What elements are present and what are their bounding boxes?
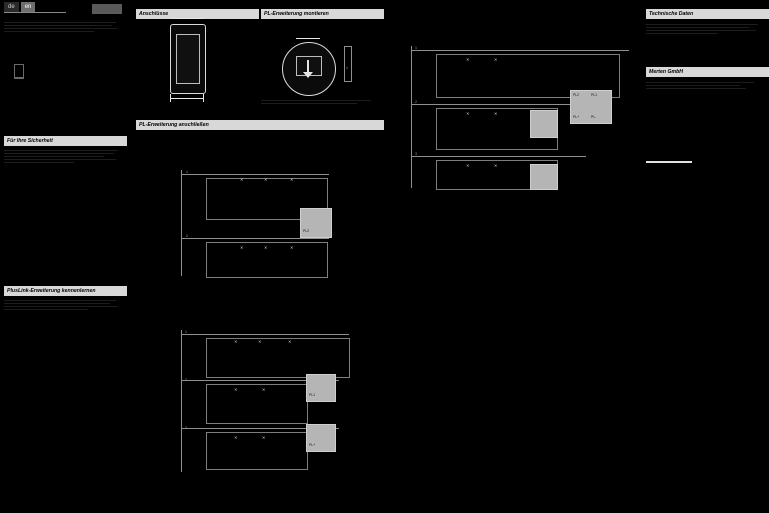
heading-merten-gmbh: Merten GmbH bbox=[646, 67, 769, 77]
tech-module-3 bbox=[530, 164, 558, 190]
connect-mark-3: ✕ bbox=[290, 177, 294, 182]
tech-bus-line-left bbox=[411, 46, 412, 188]
col1-leader-line bbox=[14, 78, 24, 79]
connect-label-a: 1 bbox=[186, 170, 188, 174]
learn-mark-2: ✕ bbox=[258, 339, 262, 344]
connect-mark-1: ✕ bbox=[240, 177, 244, 182]
tech-row3-line bbox=[411, 156, 586, 157]
device-dim-tick-left bbox=[170, 94, 171, 102]
learn-module-1-label: PL1 bbox=[309, 393, 316, 397]
learn-block-2 bbox=[206, 384, 308, 424]
learn-mark-1: ✕ bbox=[234, 339, 238, 344]
col4-technical-text bbox=[646, 24, 762, 36]
col4-address-text bbox=[646, 82, 762, 91]
tech-mark-6: ✕ bbox=[494, 163, 498, 168]
tech-mark-1: ✕ bbox=[466, 57, 470, 62]
learn-label-1: 1 bbox=[185, 330, 187, 334]
learn-mark-5: ✕ bbox=[262, 387, 266, 392]
col1-top-graybox bbox=[92, 4, 122, 14]
language-tab-de[interactable]: de bbox=[4, 2, 19, 12]
connect-bus-line-left bbox=[181, 170, 182, 276]
col1-safety-text bbox=[4, 150, 120, 165]
heading-technische-daten: Technische Daten bbox=[646, 9, 769, 19]
connect-row1-line bbox=[181, 174, 329, 175]
tech-module-label-pl1: PL1 bbox=[591, 93, 598, 97]
tech-module-main bbox=[570, 90, 612, 124]
col1-warning-icon bbox=[14, 64, 24, 78]
heading-fuer-ihre-sicherheit: Für Ihre Sicherheit bbox=[4, 136, 127, 146]
language-tabs[interactable] bbox=[4, 2, 35, 12]
learn-block-1 bbox=[206, 338, 350, 378]
connect-module-label: PL2 bbox=[303, 229, 310, 233]
learn-row1-line bbox=[181, 334, 349, 335]
tech-module-2 bbox=[530, 110, 558, 138]
tech-label-1: 1 bbox=[415, 46, 417, 50]
learn-mark-4: ✕ bbox=[234, 387, 238, 392]
device-dim-bottom bbox=[170, 98, 204, 99]
insert-arrow-head bbox=[303, 72, 313, 78]
learn-bus-line-left bbox=[181, 330, 182, 472]
heading-anschluesse: Anschlüsse bbox=[136, 9, 259, 19]
learn-module-2 bbox=[306, 424, 336, 452]
tech-module-label-plplus: PL+ bbox=[573, 115, 580, 119]
tech-module-label-plminus: PL- bbox=[591, 115, 597, 119]
tech-mark-3: ✕ bbox=[466, 111, 470, 116]
top-rule bbox=[4, 12, 66, 13]
learn-label-3: 3 bbox=[185, 426, 187, 430]
tech-row1-line bbox=[411, 50, 629, 51]
learn-block-3 bbox=[206, 432, 308, 470]
tech-label-3: 3 bbox=[415, 152, 417, 156]
heading-pluslink-erweiterung-kennenlernen: PlusLink-Erweiterung kennenlernen bbox=[4, 286, 127, 296]
tech-mark-4: ✕ bbox=[494, 111, 498, 116]
tech-module-label-pl2: PL2 bbox=[573, 93, 580, 97]
tech-mark-5: ✕ bbox=[466, 163, 470, 168]
col4-divider bbox=[646, 161, 692, 163]
insert-top-tab bbox=[296, 38, 320, 39]
connect-mark-4: ✕ bbox=[240, 245, 244, 250]
language-tab-en[interactable]: en bbox=[21, 2, 36, 12]
learn-mark-3: ✕ bbox=[288, 339, 292, 344]
tech-label-2: 2 bbox=[415, 100, 417, 104]
col1-learn-text bbox=[4, 300, 120, 312]
connect-mark-6: ✕ bbox=[290, 245, 294, 250]
connect-mark-2: ✕ bbox=[264, 177, 268, 182]
tech-row2-line bbox=[411, 104, 586, 105]
heading-pl-erweiterung-anschliessen: PL-Erweiterung anschließen bbox=[136, 120, 384, 130]
learn-mark-6: ✕ bbox=[234, 435, 238, 440]
learn-module-2-label: PL+ bbox=[309, 443, 316, 447]
device-dim-top bbox=[170, 18, 204, 19]
tech-mark-2: ✕ bbox=[494, 57, 498, 62]
device-front-inner bbox=[176, 34, 200, 84]
learn-module-1 bbox=[306, 374, 336, 402]
connect-row2-line bbox=[181, 238, 329, 239]
col1-intro-text bbox=[4, 22, 120, 34]
insert-callout-number: 1 bbox=[346, 66, 348, 70]
connect-mark-5: ✕ bbox=[264, 245, 268, 250]
heading-pl-erweiterung-montieren: PL-Erweiterung montieren bbox=[261, 9, 384, 19]
connect-module bbox=[300, 208, 332, 238]
device-dim-tick-right bbox=[203, 94, 204, 102]
learn-label-2: 2 bbox=[185, 378, 187, 382]
learn-mark-7: ✕ bbox=[262, 435, 266, 440]
col3-text bbox=[261, 100, 377, 106]
connect-label-b: 2 bbox=[186, 234, 188, 238]
insert-side-bracket bbox=[344, 46, 352, 82]
